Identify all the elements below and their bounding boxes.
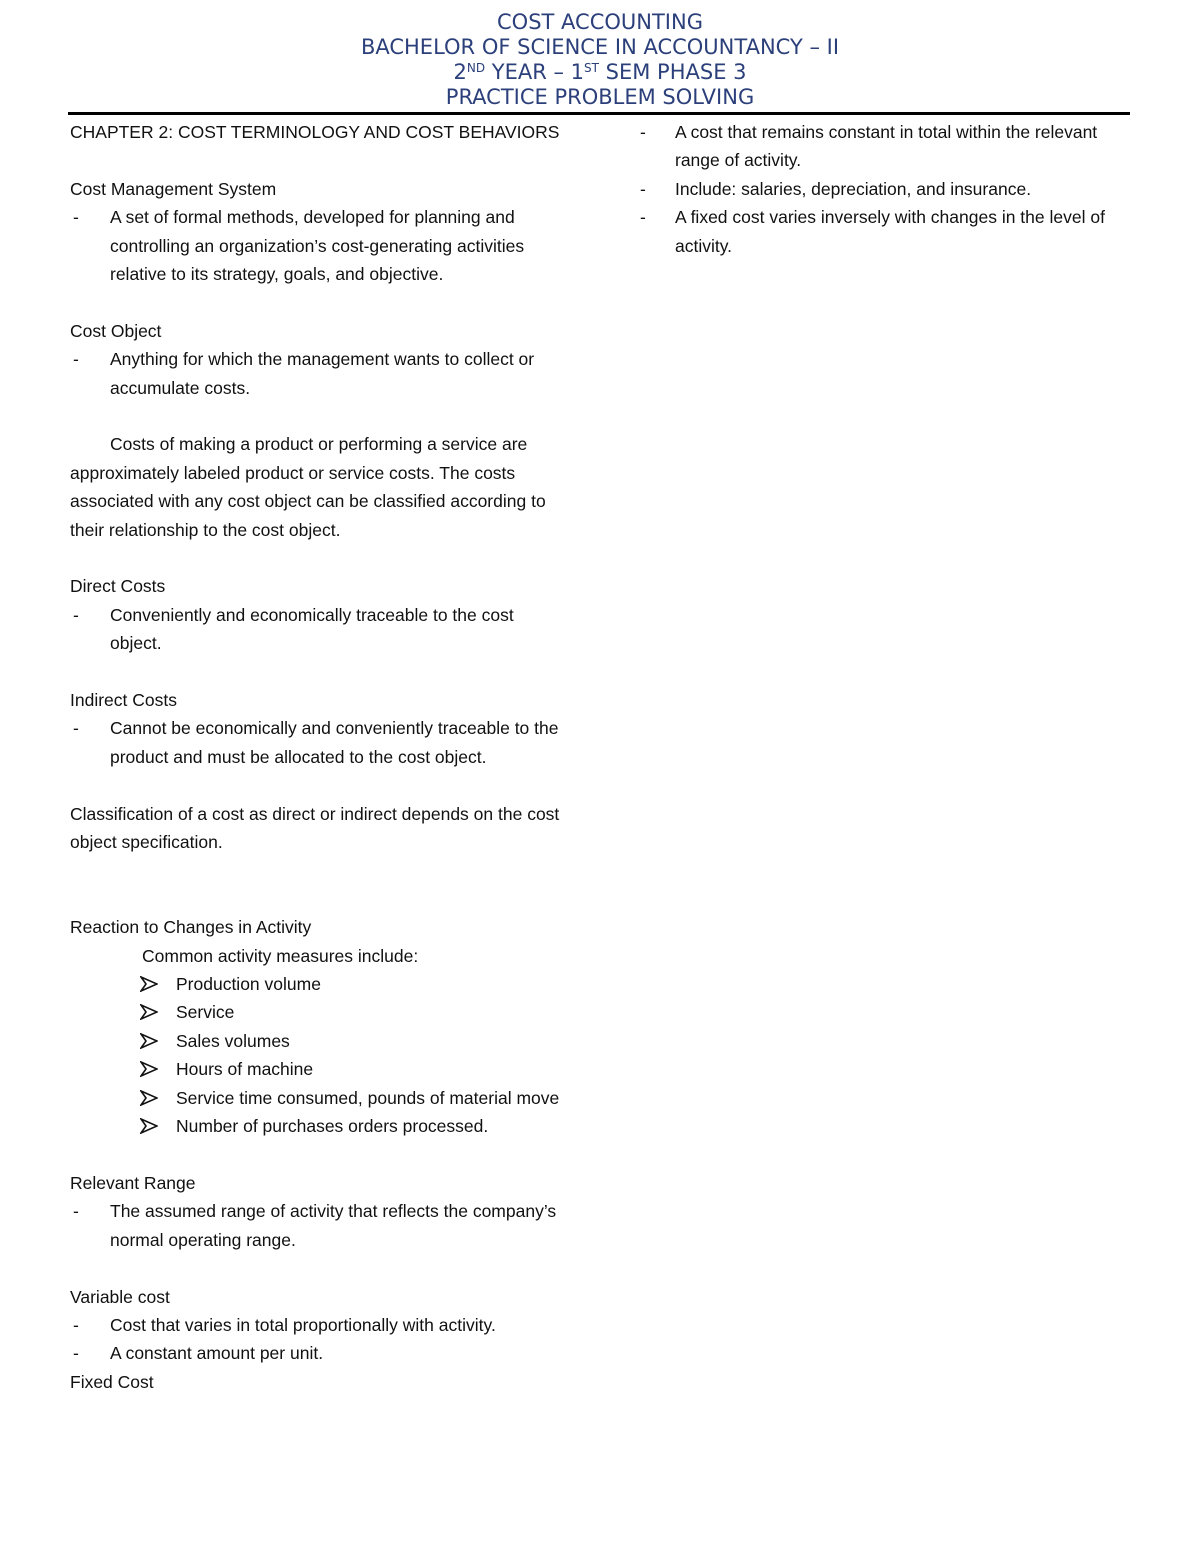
section-heading-direct-costs: Direct Costs (70, 576, 166, 597)
dash-bullet: - (73, 1201, 79, 1222)
spacer (70, 1254, 570, 1282)
dash-bullet: - (73, 718, 79, 739)
classification-paragraph: Classification of a cost as direct or indirect depends on the cost object specification. (70, 803, 560, 853)
cost-object-paragraph: Costs of making a product or performing a service are approximately labeled product or service costs. The costs associated with any cost object can be classified according to their relationship to the cost object. (70, 434, 546, 540)
list-item-text: Service (176, 1002, 235, 1023)
list-item (70, 1339, 570, 1367)
list-item (70, 1311, 570, 1339)
section-heading-cost-object: Cost Object (70, 320, 162, 341)
left-column (70, 118, 570, 1396)
dash-bullet: - (73, 1314, 79, 1335)
arrowhead-bullet-icon (140, 1004, 158, 1020)
section-heading-cost-management-system: Cost Management System (70, 178, 277, 199)
direct-costs-list (70, 601, 570, 658)
document-subtitle: PRACTICE PROBLEM SOLVING (445, 85, 755, 109)
arrowhead-bullet-icon (140, 1061, 158, 1077)
list-item (70, 1027, 570, 1055)
course-title: COST ACCOUNTING (497, 10, 703, 34)
dash-bullet: - (73, 349, 79, 370)
cost-management-list (70, 203, 570, 288)
section-heading-reaction-to-changes: Reaction to Changes in Activity (70, 917, 312, 938)
arrowhead-bullet-icon (140, 976, 158, 992)
list-item-text: Production volume (176, 974, 321, 995)
section-heading-relevant-range: Relevant Range (70, 1172, 196, 1193)
arrowhead-bullet-icon (140, 1033, 158, 1049)
list-item-text: Service time consumed, pounds of material move (176, 1087, 560, 1108)
list-item-text: Sales volumes (176, 1030, 290, 1051)
list-item-text: Hours of machine (176, 1059, 314, 1080)
year-number: 2 (453, 60, 467, 84)
spacer (70, 1141, 570, 1169)
spacer (70, 402, 570, 430)
year-semester-line (0, 60, 1200, 85)
list-item (640, 118, 1110, 175)
list-item (640, 175, 1110, 203)
spacer (70, 146, 570, 174)
indirect-costs-list (70, 714, 570, 771)
activity-measures-subheading: Common activity measures include: (142, 945, 419, 966)
program-title: BACHELOR OF SCIENCE IN ACCOUNTANCY – II (360, 35, 840, 59)
list-item (70, 345, 570, 402)
list-item-text: A set of formal methods, developed for planning and controlling an organization’s cost-generating activities relative to its strategy, goals, and objective. (110, 207, 525, 285)
list-item-text: Number of purchases orders processed. (176, 1116, 489, 1137)
relevant-range-list (70, 1197, 570, 1254)
list-item (70, 1055, 570, 1083)
arrowhead-bullet-icon (140, 1118, 158, 1134)
right-column (640, 118, 1110, 260)
dash-bullet: - (640, 178, 646, 199)
header-divider (68, 112, 1130, 115)
dash-bullet: - (640, 122, 646, 142)
spacer (70, 288, 570, 316)
variable-cost-list (70, 1311, 570, 1368)
list-item-text: A cost that remains constant in total within the relevant range of activity. (675, 122, 1098, 171)
spacer (70, 658, 570, 686)
spacer (70, 856, 570, 913)
dash-bullet: - (73, 604, 79, 625)
list-item (70, 970, 570, 998)
list-item-text: Conveniently and economically traceable to the cost object. (110, 604, 514, 654)
list-item (70, 714, 570, 771)
list-item (640, 203, 1110, 260)
chapter-title: CHAPTER 2: COST TERMINOLOGY AND COST BEHAVIORS (70, 122, 560, 142)
spacer (70, 771, 570, 799)
list-item-text: A fixed cost varies inversely with changes in the level of activity. (675, 207, 1105, 256)
list-item (70, 203, 570, 288)
cost-object-list (70, 345, 570, 402)
list-item (70, 1112, 570, 1140)
activity-measures-list (70, 970, 570, 1140)
dash-bullet: - (73, 1343, 79, 1364)
list-item (70, 601, 570, 658)
document-header (0, 10, 1200, 110)
arrowhead-bullet-icon (140, 1090, 158, 1106)
fixed-cost-list (640, 118, 1110, 260)
list-item (70, 1084, 570, 1112)
section-heading-variable-cost: Variable cost (70, 1286, 170, 1307)
section-heading-indirect-costs: Indirect Costs (70, 690, 177, 711)
list-item-text: Cost that varies in total proportionally with activity. (110, 1314, 496, 1335)
year-suffix: ND (466, 61, 486, 75)
spacer (70, 544, 570, 572)
list-item (70, 998, 570, 1026)
list-item (70, 1197, 570, 1254)
semester-label: SEM PHASE 3 (598, 60, 747, 84)
list-item-text: The assumed range of activity that reflects the company’s normal operating range. (110, 1201, 557, 1250)
list-item-text: Include: salaries, depreciation, and insurance. (675, 178, 1032, 199)
dash-bullet: - (73, 207, 79, 228)
dash-bullet: - (640, 207, 646, 228)
list-item-text: Anything for which the management wants to collect or accumulate costs. (110, 349, 535, 398)
list-item-text: A constant amount per unit. (110, 1343, 324, 1364)
section-heading-fixed-cost: Fixed Cost (70, 1371, 154, 1392)
semester-suffix: ST (584, 61, 599, 75)
year-label: YEAR – 1 (485, 60, 585, 84)
list-item-text: Cannot be economically and conveniently traceable to the product and must be allocated to the cost object. (110, 718, 559, 767)
